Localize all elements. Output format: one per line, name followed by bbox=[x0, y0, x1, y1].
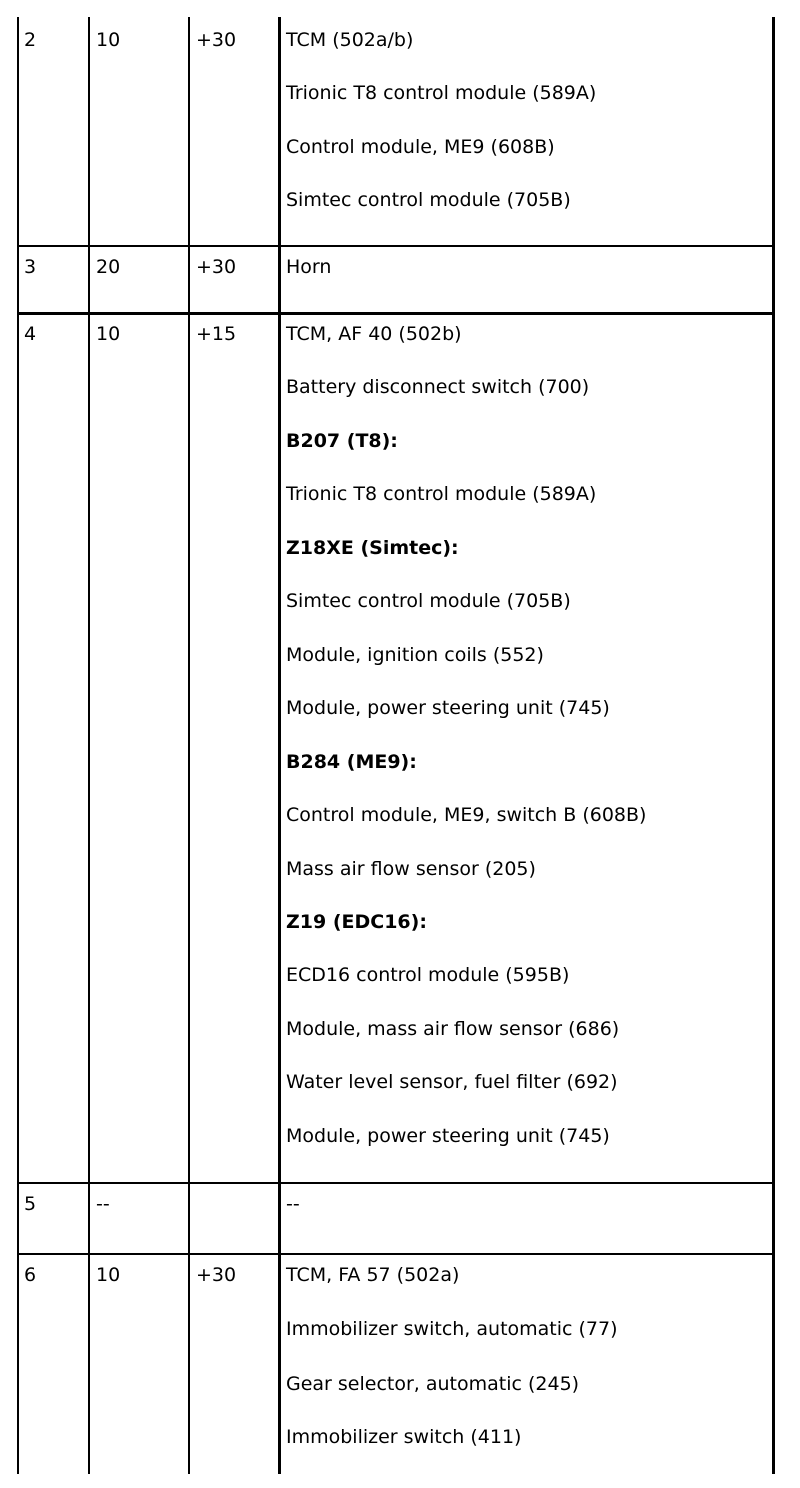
component-item: Battery disconnect switch (700) bbox=[286, 376, 590, 398]
component-item: Module, power steering unit (745) bbox=[286, 1125, 610, 1147]
engine-variant-heading: Z19 (EDC16): bbox=[286, 911, 427, 933]
engine-variant-heading: Z18XE (Simtec): bbox=[286, 537, 459, 559]
component-item: Simtec control module (705B) bbox=[286, 189, 571, 211]
component-item: Immobilizer switch (411) bbox=[286, 1426, 522, 1448]
fuse-amperage: 10 bbox=[96, 29, 121, 51]
component-item: ECD16 control module (595B) bbox=[286, 964, 570, 986]
fuse-number: 6 bbox=[24, 1264, 37, 1286]
fuse-number: 4 bbox=[24, 323, 37, 345]
component-item: -- bbox=[286, 1193, 300, 1215]
table-border-left bbox=[17, 17, 19, 1474]
fuse-amperage: 10 bbox=[96, 323, 121, 345]
component-item: Horn bbox=[286, 256, 332, 278]
column-divider bbox=[278, 17, 281, 1474]
component-item: TCM, AF 40 (502b) bbox=[286, 323, 462, 345]
component-item: Immobilizer switch, automatic (77) bbox=[286, 1318, 618, 1340]
column-divider bbox=[88, 17, 90, 1474]
row-divider bbox=[17, 1182, 775, 1184]
component-item: TCM (502a/b) bbox=[286, 29, 414, 51]
component-item: Module, mass air flow sensor (686) bbox=[286, 1018, 620, 1040]
component-item: Trionic T8 control module (589A) bbox=[286, 82, 597, 104]
row-divider bbox=[17, 1253, 775, 1255]
row-divider bbox=[17, 245, 775, 247]
fuse-amperage: 10 bbox=[96, 1264, 121, 1286]
component-item: Module, ignition coils (552) bbox=[286, 644, 544, 666]
component-item: Control module, ME9 (608B) bbox=[286, 136, 555, 158]
column-divider bbox=[188, 17, 190, 1474]
fuse-number: 5 bbox=[24, 1193, 37, 1215]
fuse-amperage: -- bbox=[96, 1193, 110, 1215]
component-item: Water level sensor, fuel filter (692) bbox=[286, 1071, 618, 1093]
fuse-supply: +30 bbox=[196, 1264, 237, 1286]
component-item: Trionic T8 control module (589A) bbox=[286, 483, 597, 505]
component-item: Mass air flow sensor (205) bbox=[286, 858, 536, 880]
fuse-number: 3 bbox=[24, 256, 37, 278]
component-item: Module, power steering unit (745) bbox=[286, 697, 610, 719]
component-item: Simtec control module (705B) bbox=[286, 590, 571, 612]
fuse-amperage: 20 bbox=[96, 256, 121, 278]
fuse-supply: +30 bbox=[196, 29, 237, 51]
engine-variant-heading: B284 (ME9): bbox=[286, 751, 417, 773]
table-border-right bbox=[772, 17, 775, 1474]
fuse-supply: +15 bbox=[196, 323, 237, 345]
component-item: Control module, ME9, switch B (608B) bbox=[286, 804, 647, 826]
component-item: TCM, FA 57 (502a) bbox=[286, 1264, 460, 1286]
engine-variant-heading: B207 (T8): bbox=[286, 430, 398, 452]
row-divider bbox=[17, 312, 775, 315]
fuse-supply: +30 bbox=[196, 256, 237, 278]
fuse-number: 2 bbox=[24, 29, 37, 51]
component-item: Gear selector, automatic (245) bbox=[286, 1373, 580, 1395]
